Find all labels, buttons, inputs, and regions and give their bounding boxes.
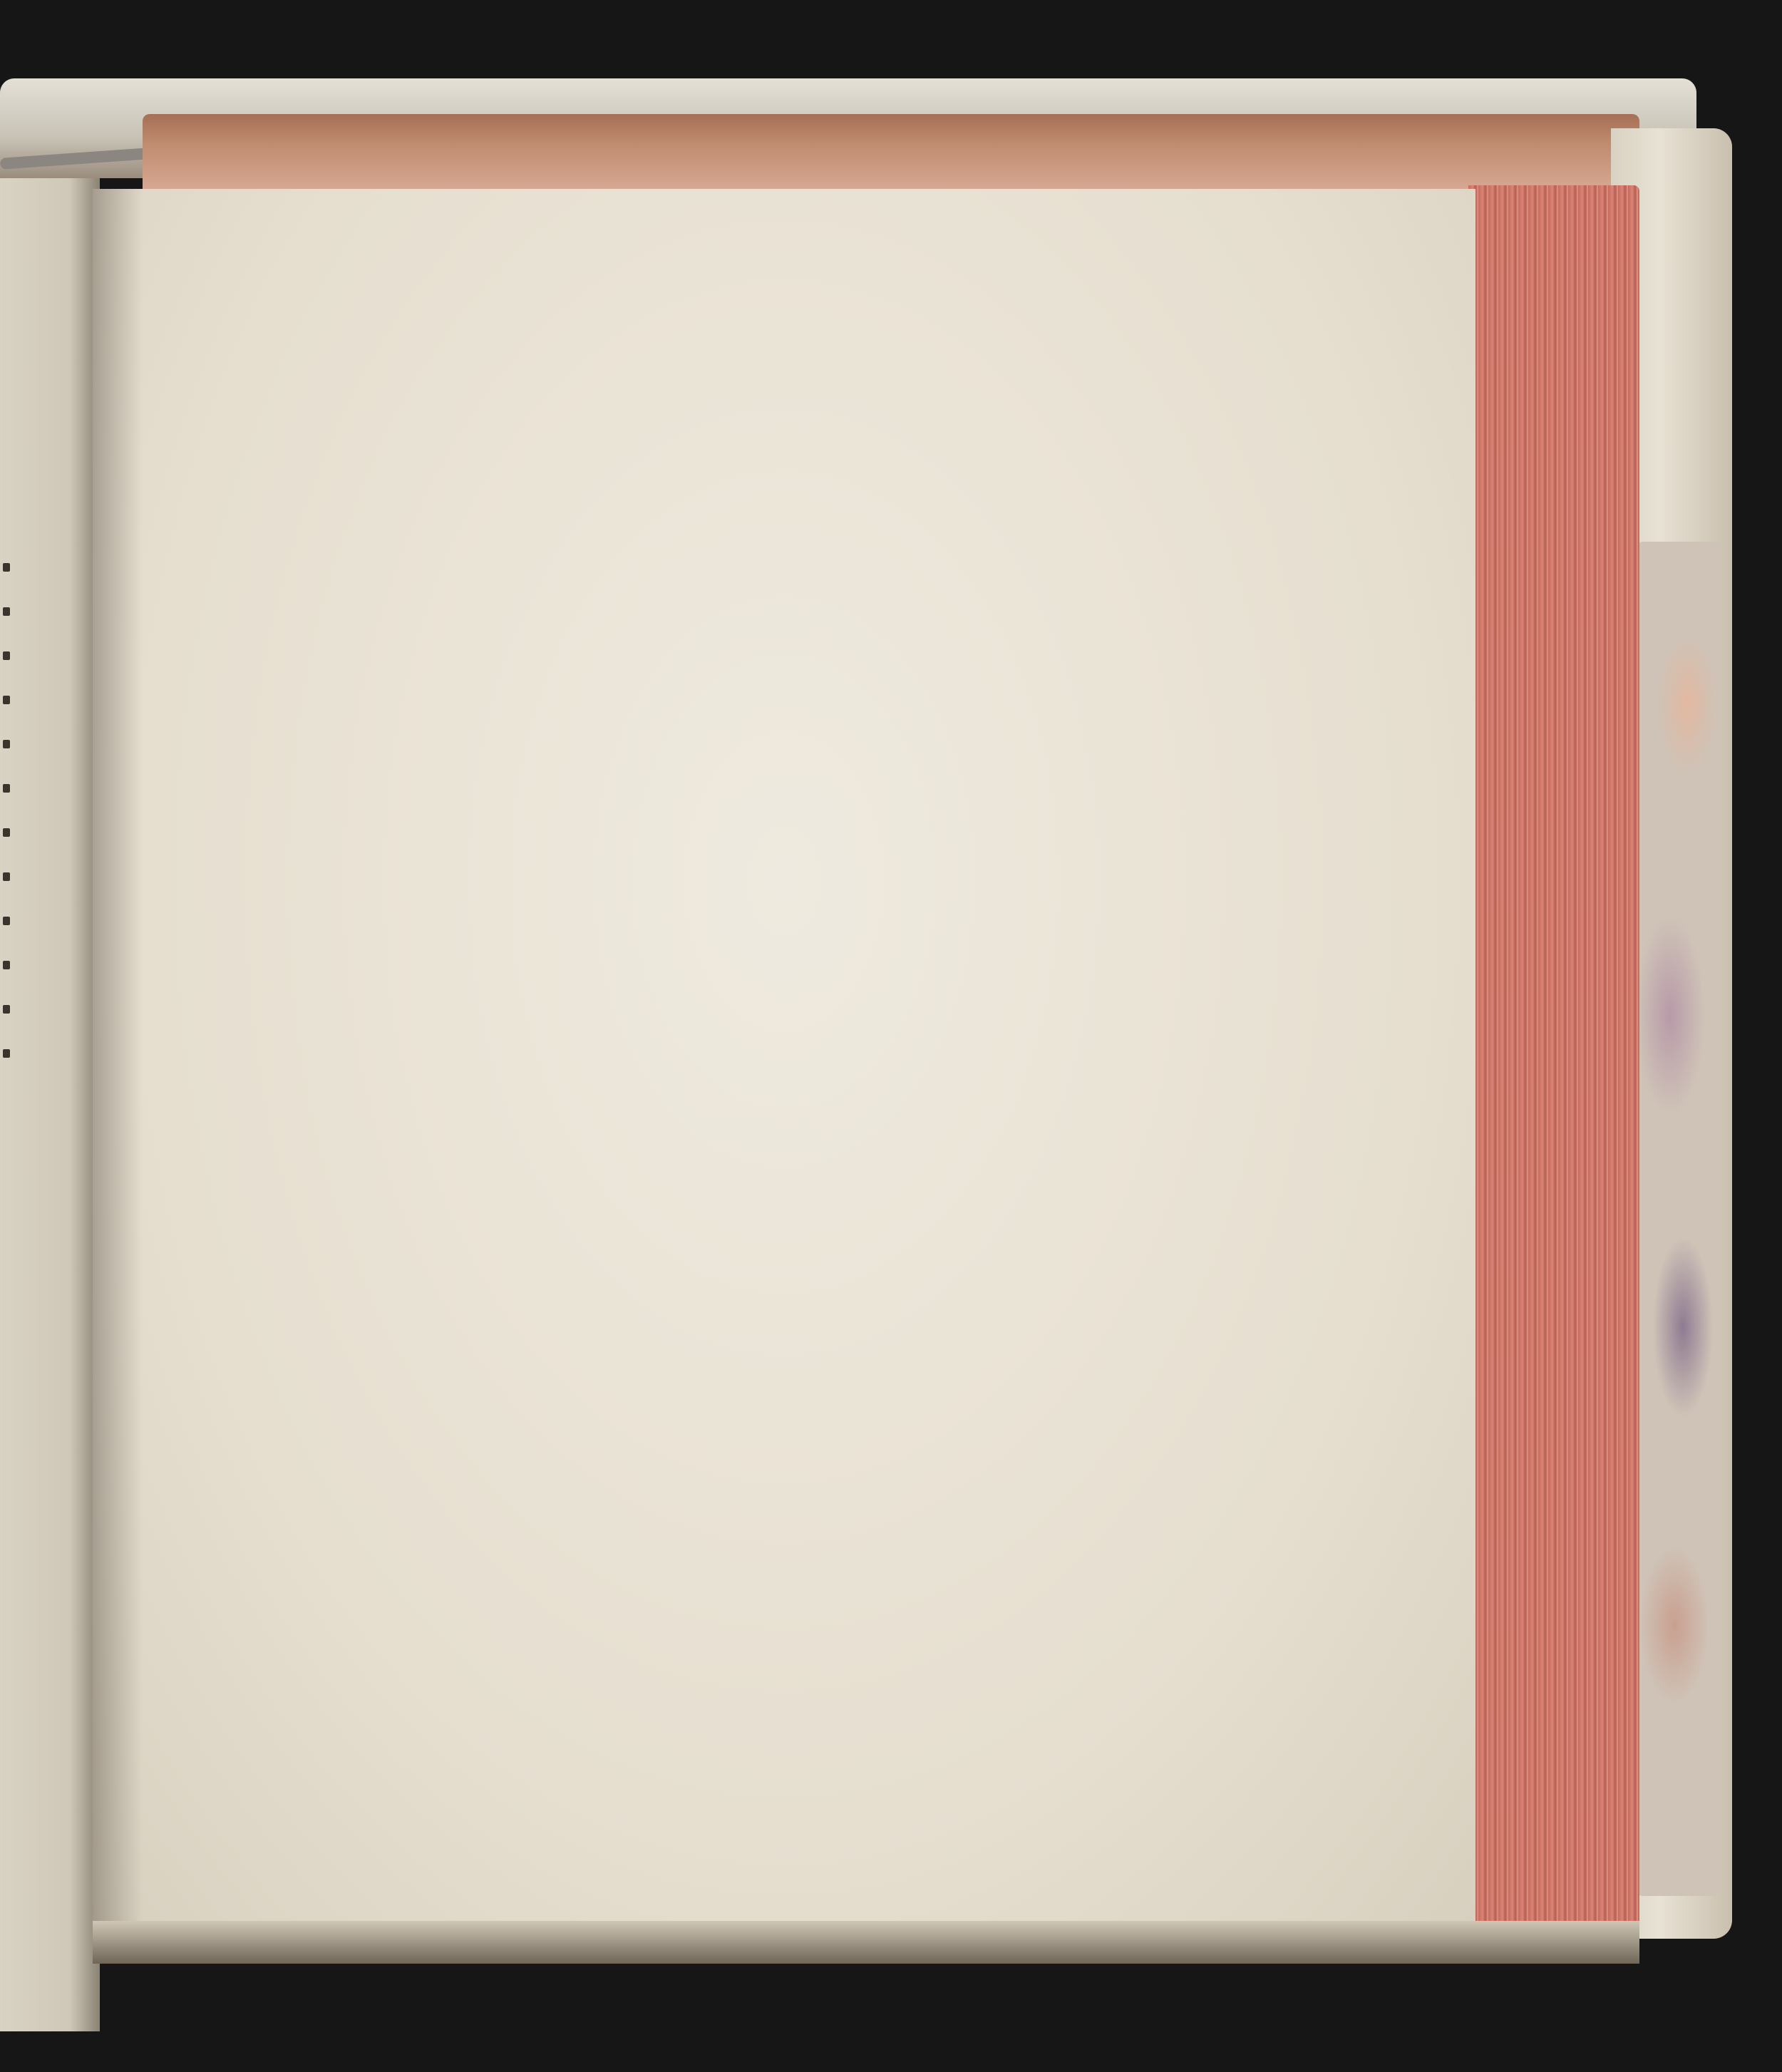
page-bottom-edge bbox=[93, 1921, 1639, 1964]
page-header bbox=[192, 292, 1255, 349]
page-text-block bbox=[192, 292, 1255, 411]
red-fore-edge bbox=[1468, 185, 1639, 1953]
left-page-text-fragments bbox=[3, 563, 16, 1105]
marbled-endpaper bbox=[1636, 542, 1721, 1896]
page-gutter-shadow bbox=[93, 189, 143, 1921]
page-footer bbox=[192, 361, 1255, 411]
page-top-edge bbox=[143, 114, 1639, 192]
left-page-fragment bbox=[0, 178, 100, 2031]
right-page bbox=[93, 189, 1475, 1921]
